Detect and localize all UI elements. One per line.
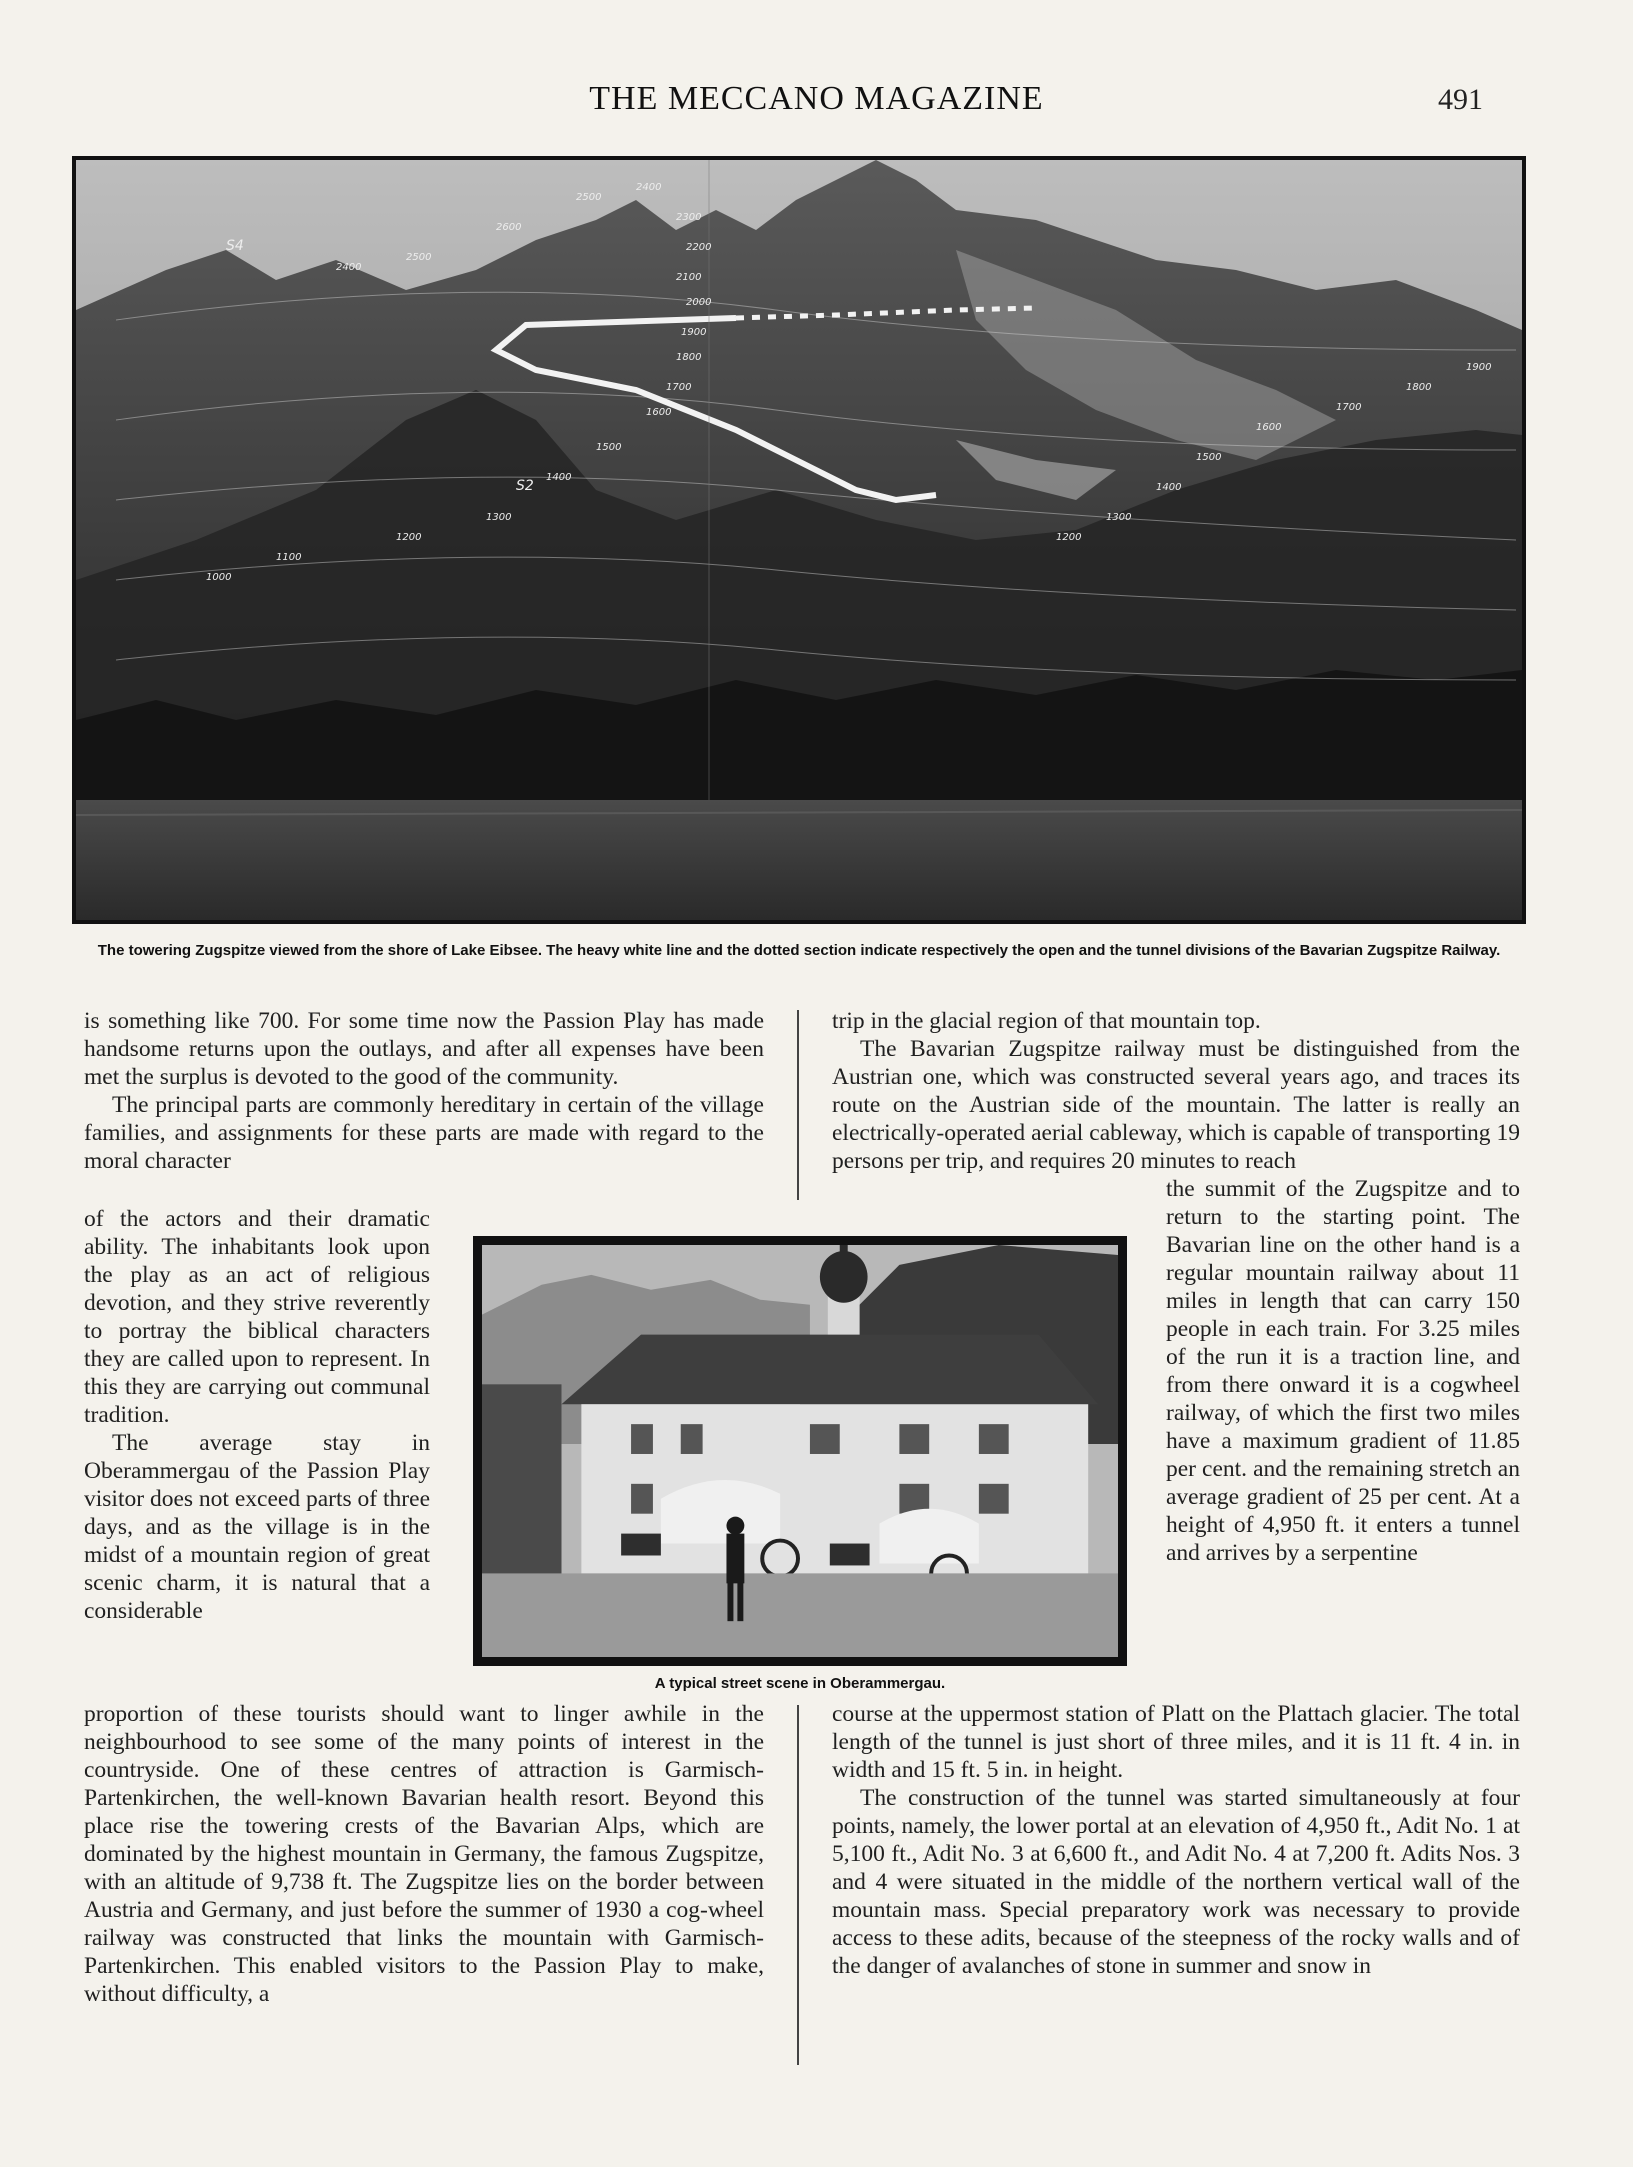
paragraph: The average stay in Oberammergau of the Passion Play visitor does not exceed parts of three days, and as the village is in the midst of a mountain region of great scenic charm, it is natural that a considerable [84, 1430, 430, 1624]
station-mark: S4 [226, 238, 244, 254]
altitude-mark: 1000 [206, 572, 232, 583]
article-right-bottom [832, 1700, 1520, 1980]
page-number: 491 [1438, 83, 1483, 116]
altitude-mark: 1600 [1256, 422, 1282, 433]
article-left-bottom [84, 1700, 764, 2008]
altitude-mark: 2300 [676, 212, 702, 223]
altitude-mark: 2000 [686, 297, 712, 308]
article-right-top [832, 1007, 1520, 1175]
altitude-mark: 1500 [1196, 452, 1222, 463]
altitude-mark: 1600 [646, 407, 672, 418]
altitude-mark: 1400 [546, 472, 572, 483]
article-left-narrow [84, 1205, 430, 1625]
paragraph: trip in the glacial region of that mountain top. [832, 1008, 1261, 1034]
street-photo-caption: A typical street scene in Oberammergau. [654, 1675, 946, 1692]
altitude-mark: 1900 [1466, 362, 1492, 373]
altitude-mark: 1200 [1056, 532, 1082, 543]
altitude-mark: 1700 [666, 382, 692, 393]
altitude-mark: 1700 [1336, 402, 1362, 413]
paragraph: is something like 700. For some time now the Passion Play has made handsome returns upon the outlays, and after all expenses have been met the surplus is devoted to the good of the community. [84, 1008, 764, 1090]
altitude-mark: 1400 [1156, 482, 1182, 493]
oberammergau-photo [473, 1236, 1127, 1666]
altitude-mark: 2400 [336, 262, 362, 273]
paragraph: course at the uppermost station of Platt on the Plattach glacier. The total length of the tunnel is just short of three miles, and it is 11 ft. 4 in. in width and 15 ft. 5 in. in height. [832, 1701, 1520, 1783]
main-photo-caption: The towering Zugspitze viewed from the shore of Lake Eibsee. The heavy white line and the dotted section indicate respectively the open and the tunnel divisions of the Bavarian Zugspitze Railway. [97, 942, 1501, 959]
zugspitze-photo [72, 156, 1526, 924]
paragraph: of the actors and their dramatic ability. The inhabitants look upon the play as an act of religious devotion, and they strive reverently to portray the biblical characters they are called upon to represent. In this they are carrying out communal tradition. [84, 1206, 430, 1428]
article-left-top [84, 1007, 764, 1175]
altitude-mark: 2200 [686, 242, 712, 253]
zugspitze-photo-drawing [76, 160, 1522, 920]
altitude-mark: 2100 [676, 272, 702, 283]
altitude-mark: 1900 [681, 327, 707, 338]
column-rule [797, 1705, 799, 2065]
altitude-mark: 1800 [676, 352, 702, 363]
article-right-narrow [1166, 1175, 1520, 1567]
magazine-title: THE MECCANO MAGAZINE [589, 80, 1044, 117]
column-rule [797, 1010, 799, 1200]
altitude-mark: 1200 [396, 532, 422, 543]
altitude-mark: 1300 [486, 512, 512, 523]
altitude-mark: 2500 [576, 192, 602, 203]
altitude-mark: 1100 [276, 552, 302, 563]
station-mark: S2 [516, 478, 534, 494]
oberammergau-photo-drawing [482, 1245, 1118, 1657]
paragraph: proportion of these tourists should want to linger awhile in the neighbourhood to see some of the many points of interest in the countryside. One of these centres of attraction is Garmisch-Partenkirchen, the well-known Bavarian health resort. Beyond this place rise the towering crests of the Bavarian Alps, which are dominated by the highest mountain in Germany, the famous Zugspitze, with an altitude of 9,738 ft. The Zugspitze lies on the border between Austria and Germany, and just before the summer of 1930 a cog-wheel railway was constructed that links the mountain with Garmisch-Partenkirchen. This enabled visitors to the Passion Play to make, without difficulty, a [84, 1701, 764, 2007]
paragraph: the summit of the Zugspitze and to return to the starting point. The Bavarian line on the other hand is a regular mountain railway about 11 miles in length that can carry 150 people in each train. For 3.25 miles of the run it is a traction line, and from there onward it is a cogwheel railway, of which the first two miles have a maximum gradient of 11.85 per cent. and the remaining stretch an average gradient of 25 per cent. At a height of 4,950 ft. it enters a tunnel and arrives by a serpentine [1166, 1176, 1520, 1566]
altitude-mark: 2600 [496, 222, 522, 233]
altitude-mark: 2500 [406, 252, 432, 263]
altitude-mark: 1300 [1106, 512, 1132, 523]
paragraph: The principal parts are commonly hereditary in certain of the village families, and assignments for these parts are made with regard to the moral character [84, 1092, 764, 1174]
altitude-mark: 2400 [636, 182, 662, 193]
paragraph: The construction of the tunnel was started simultaneously at four points, namely, the lower portal at an elevation of 4,950 ft., Adit No. 1 at 5,100 ft., Adit No. 3 at 6,600 ft., and Adit No. 4 at 7,200 ft. Adits Nos. 3 and 4 were situated in the middle of the northern vertical wall of the mountain mass. Special preparatory work was necessary to provide access to these adits, because of the steepness of the rocky walls and of the danger of avalanches of stone in summer and snow in [832, 1785, 1520, 1979]
altitude-mark: 1800 [1406, 382, 1432, 393]
paragraph: The Bavarian Zugspitze railway must be distinguished from the Austrian one, which was constructed several years ago, and traces its route on the Austrian side of the mountain. The latter is really an electrically-operated aerial cableway, which is capable of transporting 19 persons per trip, and requires 20 minutes to reach [832, 1036, 1520, 1174]
altitude-mark: 1500 [596, 442, 622, 453]
